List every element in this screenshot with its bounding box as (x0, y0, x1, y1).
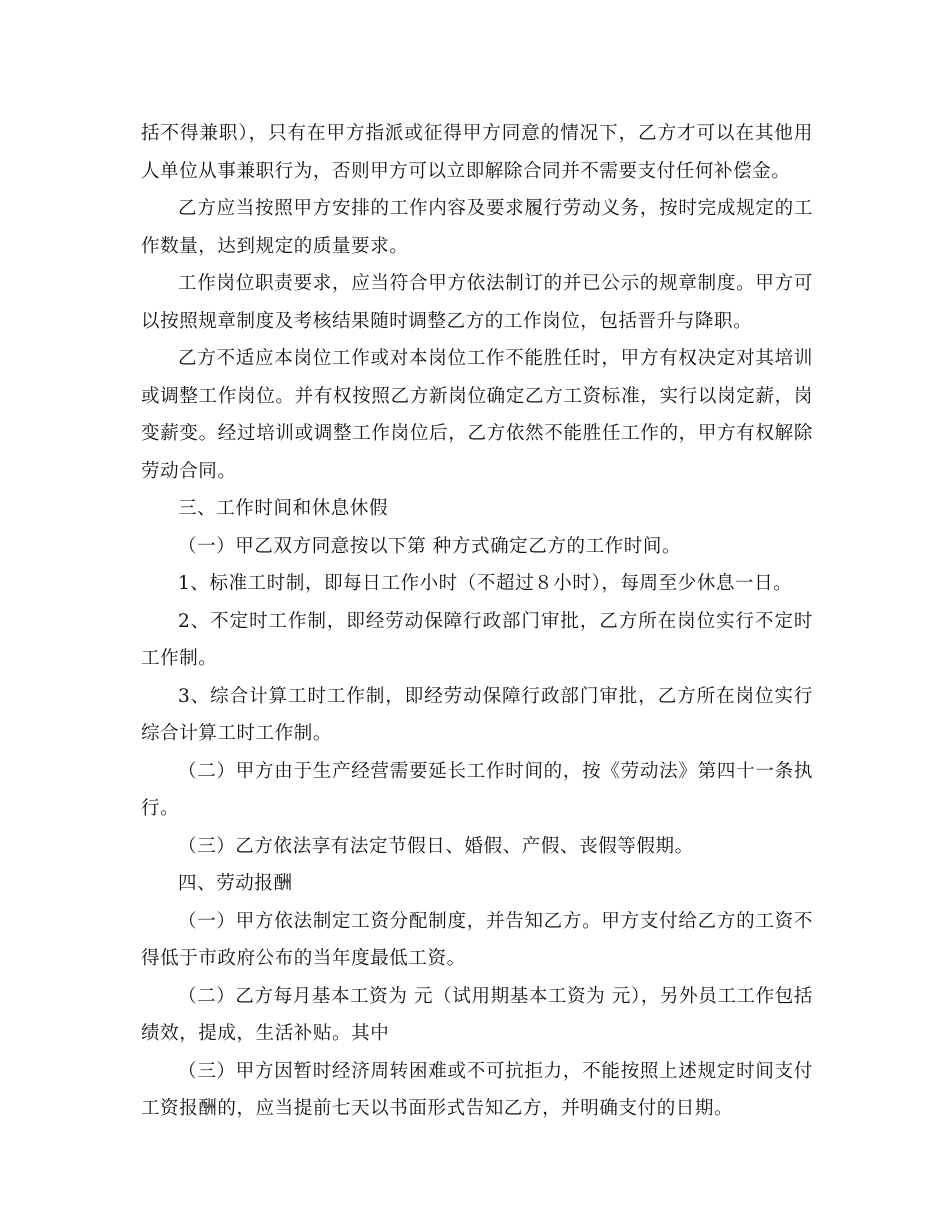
paragraph-standard-hours: 1、标准工时制，即每日工作小时（不超过８小时），每周至少休息一日。 (178, 573, 793, 594)
paragraph-working-hours-method: （一）甲乙双方同意按以下第 种方式确定乙方的工作时间。 (178, 535, 682, 557)
paragraph-comprehensive-hours: 3、综合计算工时工作制，即经劳动保障行政部门审批，乙方所在岗位实行综合计算工时工作制。 (141, 685, 813, 744)
document-body (141, 115, 813, 1128)
paragraph-overtime: （二）甲方由于生产经营需要延长工作时间的，按《劳动法》第四十一条执行。 (141, 760, 813, 819)
paragraph-holidays: （三）乙方依法享有法定节假日、婚假、产假、丧假等假期。 (178, 835, 694, 857)
paragraph-payment-delay: （三）甲方因暂时经济周转困难或不可抗拒力，不能按照上述规定时间支付工资报酬的，应当提前七天以书面形式告知乙方，并明确支付的日期。 (141, 1060, 813, 1119)
paragraph-incompetence: 乙方不适应本岗位工作或对本岗位工作不能胜任时，甲方有权决定对其培训或调整工作岗位。并有权按照乙方新岗位确定乙方工资标准，实行以岗定薪，岗变薪变。经过培训或调整工作岗位后，乙方依然不能胜任工作的，甲方有权解除劳动合同。 (141, 348, 813, 482)
paragraph-continuation: 括不得兼职），只有在甲方指派或征得甲方同意的情况下，乙方才可以在其他用人单位从事兼职行为，否则甲方可以立即解除合同并不需要支付任何补偿金。 (141, 123, 813, 182)
paragraph-base-salary: （二）乙方每月基本工资为 元（试用期基本工资为 元），另外员工工作包括绩效，提成，生活补贴。其中 (141, 985, 813, 1044)
paragraph-wage-system: （一）甲方依法制定工资分配制度，并告知乙方。甲方支付给乙方的工资不得低于市政府公布的当年度最低工资。 (141, 910, 813, 969)
section-heading-working-hours: 三、工作时间和休息休假 (178, 498, 389, 519)
section-heading-remuneration: 四、劳动报酬 (178, 873, 293, 894)
paragraph-flexible-hours: 2、不定时工作制，即经劳动保障行政部门审批，乙方所在岗位实行不定时工作制。 (141, 610, 813, 669)
paragraph-position-requirements: 工作岗位职责要求，应当符合甲方依法制订的并已公示的规章制度。甲方可以按照规章制度及考核结果随时调整乙方的工作岗位，包括晋升与降职。 (141, 273, 813, 332)
paragraph-work-duties: 乙方应当按照甲方安排的工作内容及要求履行劳动义务，按时完成规定的工作数量，达到规定的质量要求。 (141, 198, 813, 257)
